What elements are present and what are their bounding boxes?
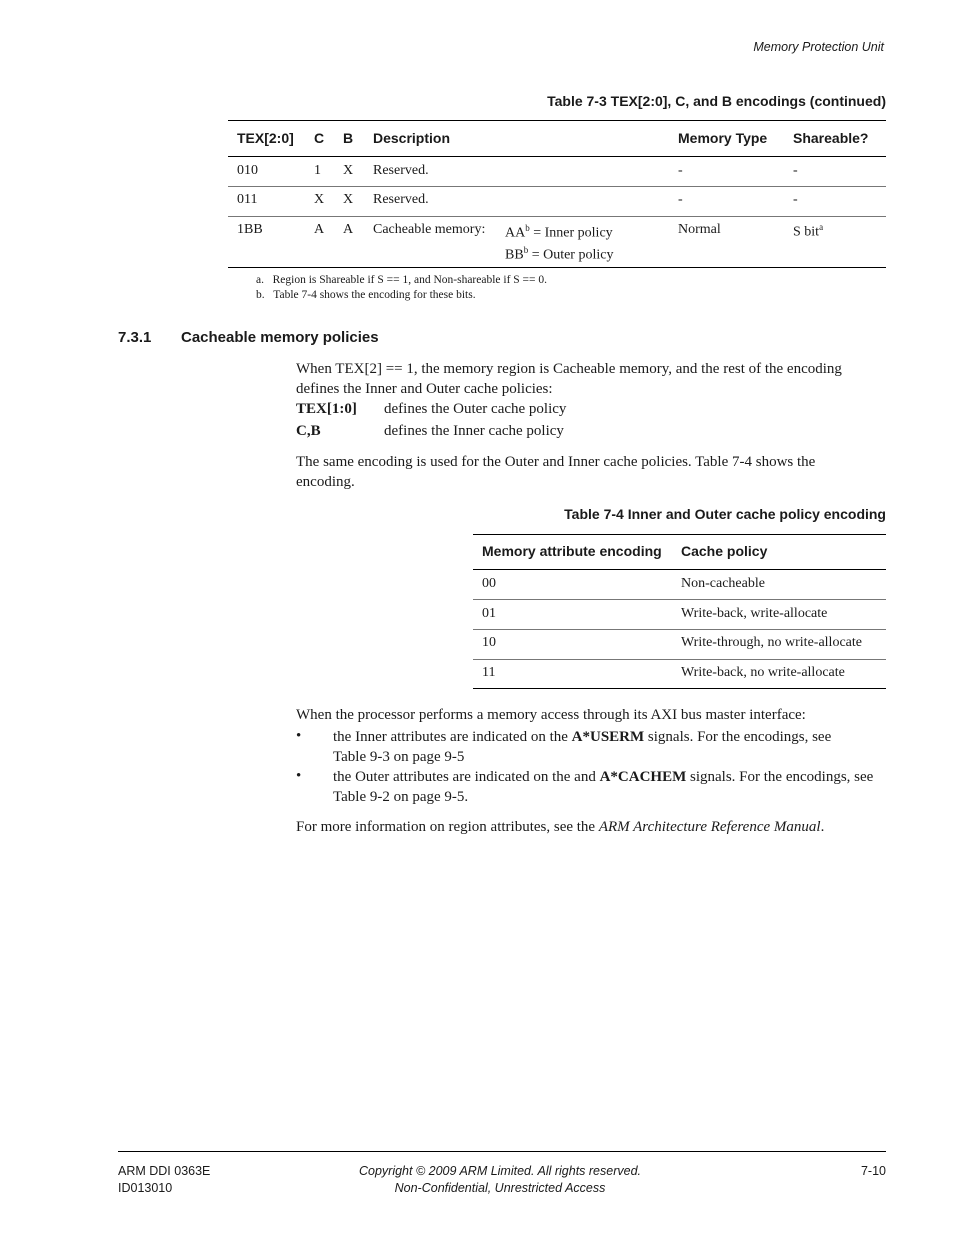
- definition-item: [296, 400, 886, 422]
- header-c: C: [314, 130, 325, 146]
- cell-cache-policy: Write-back, no write-allocate: [681, 665, 845, 680]
- table-bottom-rule: [228, 267, 886, 268]
- definition-term: TEX[1:0]: [296, 401, 357, 417]
- cell-tex: 1BB: [237, 222, 263, 237]
- cell-shareable: S bit$^a$: [793, 222, 824, 240]
- cell-shareable: -: [793, 163, 798, 178]
- table-top-rule: [473, 534, 886, 535]
- definition-desc: defines the Inner cache policy: [384, 423, 564, 439]
- definition-term: C,B: [296, 423, 321, 439]
- cell-cache-policy: Write-back, write-allocate: [681, 606, 828, 621]
- table-7-4-caption: Table 7-4 Inner and Outer cache policy encoding: [564, 506, 886, 522]
- bullet-2-marker: •: [296, 768, 302, 784]
- cell-encoding: 00: [482, 576, 496, 591]
- footer-access: Non-Confidential, Unrestricted Access: [394, 1181, 606, 1195]
- footer-rule: [118, 1151, 886, 1152]
- footer-doc-rev: ID013010: [118, 1181, 173, 1195]
- cell-c: X: [314, 192, 325, 207]
- table-top-rule: [228, 120, 886, 121]
- header-shareable: Shareable?: [793, 130, 869, 146]
- cell-b: X: [343, 163, 354, 178]
- row-rule: [473, 599, 886, 600]
- cell-memory-type: -: [678, 163, 683, 178]
- cell-encoding: 10: [482, 635, 496, 650]
- header-b: B: [343, 130, 354, 146]
- row-rule: [473, 629, 886, 630]
- cell-memory-type: Normal: [678, 222, 721, 237]
- header-memory-type: Memory Type: [678, 130, 768, 146]
- table-7-3-caption: Table 7-3 TEX[2:0], C, and B encodings (continued): [547, 93, 886, 109]
- footnote-a: a. Region is Shareable if S == 1, and Non-shareable if S == 0.: [256, 274, 548, 286]
- header-rule: [473, 569, 886, 570]
- running-header: Memory Protection Unit: [753, 40, 884, 54]
- page-number: 7-10: [860, 1164, 886, 1178]
- section-title: Cacheable memory policies: [181, 329, 379, 346]
- cell-tex: 011: [237, 192, 258, 207]
- cell-encoding: 01: [482, 606, 496, 621]
- header-description: Description: [373, 130, 451, 146]
- cell-shareable: -: [793, 192, 798, 207]
- footnote-b: b. Table 7-4 shows the encoding for these bits.: [256, 289, 476, 301]
- header-cache-policy: Cache policy: [681, 543, 768, 559]
- cell-outer-policy: $BB^b$ = Outer policy: [505, 245, 614, 263]
- footer-doc-info: [118, 1163, 210, 1197]
- definition-desc: defines the Outer cache policy: [384, 401, 567, 417]
- cell-b: X: [343, 192, 354, 207]
- table-bottom-rule: [473, 688, 886, 689]
- section-number: 7.3.1: [118, 329, 152, 346]
- intro-paragraph: When TEX[2] == 1, the memory region is Cacheable memory, and the rest of the encoding defines the Inner and Outer cache policies:: [296, 361, 842, 397]
- footer-doc-id: ARM DDI 0363E: [118, 1164, 211, 1178]
- bullet-1: the Inner attributes are indicated on the A*USERM signals. For the encodings, see Table 9-3 on page 9-5: [333, 729, 832, 765]
- bullet-1-marker: •: [296, 728, 302, 744]
- footer-copyright: Copyright © 2009 ARM Limited. All rights reserved.: [358, 1164, 641, 1178]
- cell-description: Cacheable memory:: [373, 222, 486, 237]
- footer-copyright-block: [300, 1163, 700, 1197]
- cell-c: 1: [314, 163, 321, 178]
- cell-tex: 010: [237, 163, 258, 178]
- definition-list: [296, 400, 886, 444]
- cell-description: Reserved.: [373, 163, 429, 178]
- row-rule: [228, 186, 886, 187]
- row-rule: [473, 659, 886, 660]
- axi-intro: When the processor performs a memory access through its AXI bus master interface:: [296, 707, 806, 723]
- bullet-2: the Outer attributes are indicated on the and A*CACHEM signals. For the encodings, see Table 9-2 on page 9-5.: [333, 769, 874, 805]
- cell-inner-policy: $AA^b$ = Inner policy: [505, 223, 613, 241]
- cell-cache-policy: Non-cacheable: [681, 576, 765, 591]
- cell-description: Reserved.: [373, 192, 429, 207]
- cell-c: A: [314, 222, 325, 237]
- header-rule: [228, 156, 886, 157]
- encoding-paragraph: The same encoding is used for the Outer and Inner cache policies. Table 7-4 shows the encoding.: [296, 454, 816, 490]
- cell-b: A: [343, 222, 354, 237]
- header-encoding: Memory attribute encoding: [482, 543, 662, 559]
- cell-memory-type: -: [678, 192, 683, 207]
- header-tex: TEX[2:0]: [237, 130, 294, 146]
- manual-title: ARM Architecture Reference Manual: [598, 819, 821, 835]
- cell-encoding: 11: [482, 665, 496, 680]
- cell-cache-policy: Write-through, no write-allocate: [681, 635, 862, 650]
- more-info-paragraph: For more information on region attributes, see the ARM Architecture Reference Manual.: [296, 819, 825, 835]
- definition-item: [296, 422, 886, 444]
- row-rule: [228, 216, 886, 217]
